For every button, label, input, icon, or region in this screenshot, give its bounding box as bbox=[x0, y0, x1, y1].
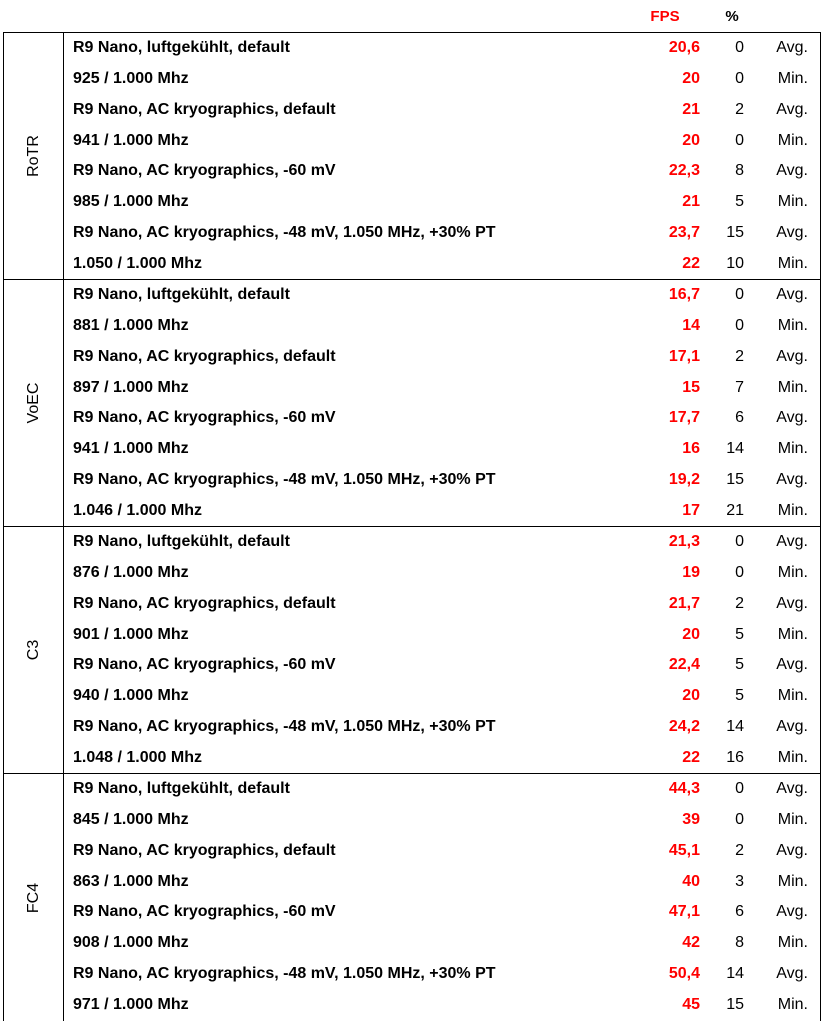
fps-value: 22 bbox=[682, 254, 700, 272]
percent-value: 0 bbox=[735, 780, 744, 798]
measure-type: Min. bbox=[777, 193, 808, 211]
row-label: 908 / 1.000 Mhz bbox=[73, 934, 189, 952]
group-label-cell bbox=[4, 774, 64, 1021]
row-label: 901 / 1.000 Mhz bbox=[73, 625, 189, 643]
fps-value: 15 bbox=[682, 378, 700, 396]
table-row bbox=[64, 774, 820, 805]
fps-value: 40 bbox=[682, 872, 700, 890]
percent-value: 10 bbox=[726, 254, 744, 272]
percent-value: 0 bbox=[735, 70, 744, 88]
fps-value: 21 bbox=[682, 193, 700, 211]
fps-value: 47,1 bbox=[668, 903, 700, 921]
fps-value: 17,1 bbox=[668, 347, 700, 365]
group-rows bbox=[64, 33, 820, 279]
row-label: R9 Nano, luftgekühlt, default bbox=[73, 780, 290, 798]
measure-type: Avg. bbox=[776, 347, 808, 365]
percent-value: 2 bbox=[735, 594, 744, 612]
measure-type: Min. bbox=[777, 317, 808, 335]
percent-value: 14 bbox=[726, 717, 744, 735]
percent-value: 0 bbox=[735, 564, 744, 582]
table-row bbox=[64, 311, 820, 342]
table-row bbox=[64, 897, 820, 928]
measure-type: Avg. bbox=[776, 656, 808, 674]
measure-type: Min. bbox=[777, 564, 808, 582]
fps-value: 22,4 bbox=[668, 656, 700, 674]
measure-type: Avg. bbox=[776, 39, 808, 57]
percent-value: 21 bbox=[726, 501, 744, 519]
measure-type: Avg. bbox=[776, 717, 808, 735]
row-label: 941 / 1.000 Mhz bbox=[73, 131, 189, 149]
fps-value: 14 bbox=[682, 317, 700, 335]
row-label: R9 Nano, AC kryographics, -60 mV bbox=[73, 903, 336, 921]
table-row bbox=[64, 866, 820, 897]
row-label: 941 / 1.000 Mhz bbox=[73, 440, 189, 458]
table-group bbox=[4, 280, 820, 527]
table-group bbox=[4, 774, 820, 1021]
group-rows bbox=[64, 527, 820, 773]
table-row bbox=[64, 218, 820, 249]
percent-value: 5 bbox=[735, 687, 744, 705]
measure-type: Avg. bbox=[776, 409, 808, 427]
row-label: 1.046 / 1.000 Mhz bbox=[73, 501, 202, 519]
row-label: 1.048 / 1.000 Mhz bbox=[73, 748, 202, 766]
row-label: R9 Nano, luftgekühlt, default bbox=[73, 286, 290, 304]
percent-value: 6 bbox=[735, 903, 744, 921]
percent-value: 5 bbox=[735, 656, 744, 674]
fps-value: 16 bbox=[682, 440, 700, 458]
measure-type: Min. bbox=[777, 501, 808, 519]
row-label: R9 Nano, AC kryographics, -48 mV, 1.050 MHz, +30% PT bbox=[73, 223, 496, 241]
measure-type: Min. bbox=[777, 872, 808, 890]
row-label: R9 Nano, luftgekühlt, default bbox=[73, 533, 290, 551]
measure-type: Min. bbox=[777, 70, 808, 88]
table-row bbox=[64, 248, 820, 279]
table-row bbox=[64, 959, 820, 990]
row-label: R9 Nano, AC kryographics, -48 mV, 1.050 MHz, +30% PT bbox=[73, 964, 496, 982]
percent-value: 14 bbox=[726, 440, 744, 458]
group-rows bbox=[64, 280, 820, 526]
measure-type: Min. bbox=[777, 811, 808, 829]
percent-value: 5 bbox=[735, 625, 744, 643]
table-grid bbox=[3, 32, 821, 1021]
measure-type: Min. bbox=[777, 748, 808, 766]
percent-value: 0 bbox=[735, 533, 744, 551]
table-row bbox=[64, 558, 820, 589]
row-label: R9 Nano, AC kryographics, -48 mV, 1.050 MHz, +30% PT bbox=[73, 470, 496, 488]
percent-value: 0 bbox=[735, 39, 744, 57]
group-label-cell bbox=[4, 527, 64, 773]
measure-type: Avg. bbox=[776, 594, 808, 612]
row-label: R9 Nano, AC kryographics, default bbox=[73, 100, 336, 118]
percent-value: 0 bbox=[735, 286, 744, 304]
measure-type: Min. bbox=[777, 687, 808, 705]
row-label: R9 Nano, luftgekühlt, default bbox=[73, 39, 290, 57]
fps-value: 19,2 bbox=[668, 470, 700, 488]
percent-value: 15 bbox=[726, 470, 744, 488]
row-label: 897 / 1.000 Mhz bbox=[73, 378, 189, 396]
table-row bbox=[64, 125, 820, 156]
table-row bbox=[64, 681, 820, 712]
percent-value: 8 bbox=[735, 934, 744, 952]
row-label: 863 / 1.000 Mhz bbox=[73, 872, 189, 890]
measure-type: Avg. bbox=[776, 286, 808, 304]
fps-value: 20 bbox=[682, 625, 700, 643]
row-label: R9 Nano, AC kryographics, -60 mV bbox=[73, 656, 336, 674]
percent-value: 15 bbox=[726, 223, 744, 241]
fps-column-header: FPS bbox=[650, 8, 680, 25]
row-label: 876 / 1.000 Mhz bbox=[73, 564, 189, 582]
table-group bbox=[4, 527, 820, 774]
table-row bbox=[64, 33, 820, 64]
fps-value: 42 bbox=[682, 934, 700, 952]
table-row bbox=[64, 836, 820, 867]
table-row bbox=[64, 650, 820, 681]
measure-type: Avg. bbox=[776, 162, 808, 180]
fps-value: 21 bbox=[682, 100, 700, 118]
table-row bbox=[64, 342, 820, 373]
table-row bbox=[64, 465, 820, 496]
percent-value: 14 bbox=[726, 964, 744, 982]
table-row bbox=[64, 805, 820, 836]
fps-value: 17 bbox=[682, 501, 700, 519]
measure-type: Min. bbox=[777, 440, 808, 458]
measure-type: Min. bbox=[777, 934, 808, 952]
measure-type: Min. bbox=[777, 625, 808, 643]
table-row bbox=[64, 742, 820, 773]
row-label: R9 Nano, AC kryographics, -60 mV bbox=[73, 162, 336, 180]
group-label: VoEC bbox=[24, 382, 42, 424]
fps-value: 19 bbox=[682, 564, 700, 582]
table-row bbox=[64, 64, 820, 95]
fps-value: 23,7 bbox=[668, 223, 700, 241]
percent-value: 16 bbox=[726, 748, 744, 766]
percent-value: 0 bbox=[735, 131, 744, 149]
fps-value: 45 bbox=[682, 995, 700, 1013]
percent-column-header: % bbox=[725, 8, 739, 25]
row-label: R9 Nano, AC kryographics, default bbox=[73, 841, 336, 859]
measure-type: Avg. bbox=[776, 223, 808, 241]
row-label: 881 / 1.000 Mhz bbox=[73, 317, 189, 335]
fps-value: 20 bbox=[682, 687, 700, 705]
table-row bbox=[64, 403, 820, 434]
row-label: R9 Nano, AC kryographics, -60 mV bbox=[73, 409, 336, 427]
measure-type: Avg. bbox=[776, 841, 808, 859]
fps-value: 22,3 bbox=[668, 162, 700, 180]
table-row bbox=[64, 619, 820, 650]
measure-type: Min. bbox=[777, 378, 808, 396]
row-label: R9 Nano, AC kryographics, default bbox=[73, 594, 336, 612]
table-row bbox=[64, 372, 820, 403]
fps-value: 39 bbox=[682, 811, 700, 829]
percent-value: 0 bbox=[735, 317, 744, 335]
percent-value: 2 bbox=[735, 841, 744, 859]
table-row bbox=[64, 495, 820, 526]
row-label: 940 / 1.000 Mhz bbox=[73, 687, 189, 705]
table-row bbox=[64, 95, 820, 126]
row-label: R9 Nano, AC kryographics, default bbox=[73, 347, 336, 365]
measure-type: Min. bbox=[777, 254, 808, 272]
measure-type: Min. bbox=[777, 131, 808, 149]
table-row bbox=[64, 712, 820, 743]
fps-value: 24,2 bbox=[668, 717, 700, 735]
row-label: 985 / 1.000 Mhz bbox=[73, 193, 189, 211]
fps-value: 20,6 bbox=[668, 39, 700, 57]
percent-value: 2 bbox=[735, 347, 744, 365]
table-row bbox=[64, 156, 820, 187]
fps-value: 50,4 bbox=[668, 964, 700, 982]
fps-value: 21,7 bbox=[668, 594, 700, 612]
table-row bbox=[64, 434, 820, 465]
percent-value: 0 bbox=[735, 811, 744, 829]
fps-value: 22 bbox=[682, 748, 700, 766]
group-label: FC4 bbox=[24, 882, 42, 913]
fps-value: 16,7 bbox=[668, 286, 700, 304]
table-row bbox=[64, 928, 820, 959]
percent-value: 6 bbox=[735, 409, 744, 427]
percent-value: 8 bbox=[735, 162, 744, 180]
percent-value: 5 bbox=[735, 193, 744, 211]
fps-value: 20 bbox=[682, 70, 700, 88]
percent-value: 7 bbox=[735, 378, 744, 396]
table-row bbox=[64, 989, 820, 1020]
table-row bbox=[64, 527, 820, 558]
group-label-cell bbox=[4, 280, 64, 526]
percent-value: 3 bbox=[735, 872, 744, 890]
table-row bbox=[64, 589, 820, 620]
fps-value: 44,3 bbox=[668, 780, 700, 798]
table-row bbox=[64, 280, 820, 311]
group-label: RoTR bbox=[24, 135, 42, 177]
fps-value: 21,3 bbox=[668, 533, 700, 551]
measure-type: Avg. bbox=[776, 470, 808, 488]
table-group bbox=[4, 33, 820, 280]
group-rows bbox=[64, 774, 820, 1021]
measure-type: Avg. bbox=[776, 903, 808, 921]
row-label: R9 Nano, AC kryographics, -48 mV, 1.050 MHz, +30% PT bbox=[73, 717, 496, 735]
group-label-cell bbox=[4, 33, 64, 279]
table-row bbox=[64, 187, 820, 218]
measure-type: Avg. bbox=[776, 780, 808, 798]
row-label: 971 / 1.000 Mhz bbox=[73, 995, 189, 1013]
measure-type: Avg. bbox=[776, 100, 808, 118]
percent-value: 2 bbox=[735, 100, 744, 118]
measure-type: Min. bbox=[777, 995, 808, 1013]
group-label: C3 bbox=[24, 639, 42, 661]
row-label: 845 / 1.000 Mhz bbox=[73, 811, 189, 829]
percent-value: 15 bbox=[726, 995, 744, 1013]
fps-value: 20 bbox=[682, 131, 700, 149]
fps-value: 45,1 bbox=[668, 841, 700, 859]
measure-type: Avg. bbox=[776, 964, 808, 982]
row-label: 1.050 / 1.000 Mhz bbox=[73, 254, 202, 272]
fps-value: 17,7 bbox=[668, 409, 700, 427]
measure-type: Avg. bbox=[776, 533, 808, 551]
row-label: 925 / 1.000 Mhz bbox=[73, 70, 189, 88]
